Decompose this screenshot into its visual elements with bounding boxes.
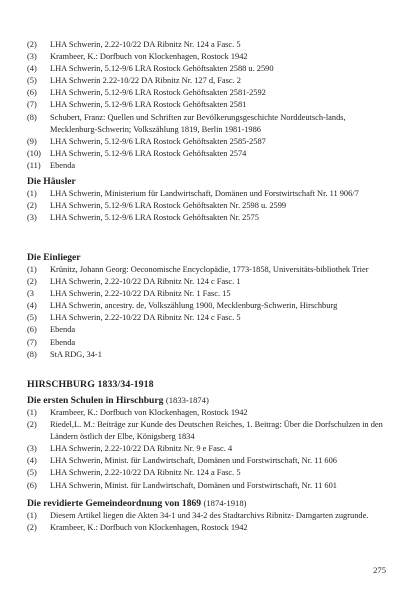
reference-text: Krambeer, K.: Dorfbuch von Klockenhagen, Rostock 1942 <box>50 523 248 533</box>
reference-text: LHA Schwerin, 5.12-9/6 LRA Rostock Gehöftsakten Nr. 2575 <box>50 213 259 223</box>
reference-item <box>27 39 387 51</box>
reference-text: Krambeer, K.: Dorfbuch von Klockenhagen, Rostock 1942 <box>50 408 248 417</box>
reference-text: LHA Schwerin, 5.12-9/6 LRA Rostock Gehöftsakten 2588 u. 2590 <box>50 64 274 74</box>
reference-text: LHA Schwerin 2.22-10/22 DA Ribnitz Nr. 127 d, Fasc. 2 <box>50 76 241 86</box>
reference-item <box>27 455 387 467</box>
reference-text: LHA Schwerin, 5.12-9/6 LRA Rostock Gehöftsakten Nr. 2598 u. 2599 <box>50 201 287 211</box>
gemeindeordnung-section <box>27 497 387 534</box>
reference-item <box>27 276 387 288</box>
reference-text: LHA Schwerin, 5.12-9/6 LRA Rostock Gehöftsakten 2574 <box>50 148 247 158</box>
reference-number: (6) <box>27 325 37 335</box>
reference-number: (3 <box>27 289 34 299</box>
reference-text: Krambeer, K.: Dorfbuch von Klockenhagen, Rostock 1942 <box>50 52 248 62</box>
reference-text: Ebenda <box>50 325 76 335</box>
reference-number: (8) <box>27 349 37 359</box>
page-number: 275 <box>373 565 386 575</box>
reference-number: (1) <box>27 189 37 198</box>
reference-text: LHA Schwerin, 5.12-9/6 LRA Rostock Gehöftsakten 2581 <box>50 100 247 110</box>
reference-text: LHA Schwerin, 2.22-10/22 DA Ribnitz Nr. 124 c Fasc. 1 <box>50 277 241 287</box>
section-heading <box>27 394 387 407</box>
reference-number: (9) <box>27 136 37 146</box>
reference-number: (11) <box>27 160 41 170</box>
reference-number: (10) <box>27 148 41 158</box>
section-heading-range: (1874-1918) <box>203 498 247 508</box>
reference-number: (5) <box>27 468 37 478</box>
reference-number: (2) <box>27 201 37 211</box>
reference-text: LHA Schwerin, 2.22-10/22 DA Ribnitz Nr. 1 Fasc. 15 <box>50 289 231 299</box>
reference-number: (4) <box>27 301 37 311</box>
reference-text: LHA Schwerin, 2.22-10/22 DA Ribnitz Nr. 124 a Fasc. 5 <box>50 40 241 49</box>
reference-item <box>27 522 387 534</box>
reference-number: (6) <box>27 480 37 490</box>
section-heading-text: Die revidierte Gemeindeordnung von 1869 <box>27 498 202 509</box>
reference-item <box>27 200 387 212</box>
reference-item <box>27 349 387 361</box>
reference-text: LHA Schwerin, 5.12-9/6 LRA Rostock Gehöftsakten 2581-2592 <box>50 88 266 98</box>
reference-number: (4) <box>27 456 37 466</box>
reference-number: (8) <box>27 112 37 122</box>
reference-number: (2) <box>27 277 37 287</box>
chapter-title: HIRSCHBURG 1833/34-1918 <box>27 379 154 390</box>
reference-number: (1) <box>27 408 37 417</box>
reference-item <box>27 75 387 87</box>
reference-item <box>27 136 387 148</box>
reference-item <box>27 312 387 324</box>
reference-item <box>27 419 387 443</box>
reference-item <box>27 212 387 224</box>
reference-number: (3) <box>27 213 37 223</box>
chapter-title-block <box>27 378 387 391</box>
section-heading-text: Die ersten Schulen in Hirschburg <box>27 395 164 406</box>
reference-item <box>27 324 387 336</box>
reference-item <box>27 467 387 479</box>
reference-item <box>27 148 387 160</box>
reference-text: Diesem Artikel liegen die Akten 34-1 und 34-2 des Stadtarchivs Ribnitz- Damgarten zugrunde. <box>50 511 369 520</box>
reference-number: (7) <box>27 337 37 347</box>
haeusler-section <box>27 175 387 224</box>
reference-item <box>27 160 387 172</box>
reference-item <box>27 300 387 312</box>
reference-number: (1) <box>27 265 37 274</box>
schulen-section <box>27 394 387 492</box>
reference-text: Ebenda <box>50 337 76 347</box>
reference-text: LHA Schwerin, 2.22-10/22 DA Ribnitz Nr. 124 a Fasc. 5 <box>50 468 241 478</box>
reference-number: (1) <box>27 511 37 520</box>
section-heading: Die Häusler <box>27 176 76 187</box>
reference-text: LHA Schwerin, 5.12-9/6 LRA Rostock Gehöftsakten 2585-2587 <box>50 136 266 146</box>
reference-item <box>27 264 387 276</box>
reference-number: (3) <box>27 52 37 62</box>
reference-text: Krünitz, Johann Georg: Oeconomische Encyclopädie, 1773-1858, Universitäts-bibliothek Trier <box>50 265 369 274</box>
reference-number: (6) <box>27 88 37 98</box>
reference-text: LHA Schwerin, 2.22-10/22 DA Ribnitz Nr. 9 e Fasc. 4 <box>50 444 233 454</box>
reference-text: LHA Schwerin, Minist. für Landwirtschaft, Domänen und Forstwirtschaft, Nr. 11 606 <box>50 456 337 466</box>
reference-text: LHA Schwerin, ancestry. de, Volkszählung 1900, Mecklenburg-Schwerin, Hirschburg <box>50 301 338 311</box>
reference-number: (2) <box>27 40 37 49</box>
reference-text: LHA Schwerin, Ministerium für Landwirtschaft, Domänen und Forstwirtschaft Nr. 11 906/7 <box>50 189 359 198</box>
reference-text: LHA Schwerin, Minist. für Landwirtschaft, Domänen und Forstwirtschaft, Nr. 11 601 <box>50 480 337 490</box>
section-heading <box>27 497 387 510</box>
reference-item <box>27 337 387 349</box>
section-heading: Die Einlieger <box>27 252 81 263</box>
reference-item <box>27 510 387 522</box>
reference-item <box>27 63 387 75</box>
reference-item <box>27 51 387 63</box>
reference-item <box>27 288 387 300</box>
reference-number: (5) <box>27 76 37 86</box>
reference-item <box>27 443 387 455</box>
section-heading-range: (1833-1874) <box>165 395 209 405</box>
reference-item <box>27 188 387 200</box>
reference-text: Ebenda <box>50 160 76 170</box>
reference-item <box>27 407 387 419</box>
reference-text: StA RDG, 34-1 <box>50 349 102 359</box>
top-reference-list <box>27 39 387 172</box>
reference-text: Schubert, Franz: Quellen und Schriften zur Bevölkerungsgeschichte Norddeutsch-lands, Mecklenburg-Schwerin; Volkszählung 1819, Berlin 1981-1986 <box>50 112 346 134</box>
reference-number: (2) <box>27 420 37 430</box>
reference-text: Riedel,L. M.: Beiträge zur Kunde des Deutschen Reiches, 1. Beitrag: Über die Dorfschulzen in den Ländern östlich der Elbe, Königsberg 1834 <box>50 420 383 442</box>
reference-item <box>27 87 387 99</box>
reference-item <box>27 480 387 492</box>
reference-number: (5) <box>27 313 37 323</box>
reference-item <box>27 112 387 136</box>
reference-number: (3) <box>27 444 37 454</box>
einlieger-section <box>27 251 387 361</box>
reference-number: (2) <box>27 523 37 533</box>
reference-text: LHA Schwerin, 2.22-10/22 DA Ribnitz Nr. 124 c Fasc. 5 <box>50 313 241 323</box>
reference-number: (7) <box>27 100 37 110</box>
reference-number: (4) <box>27 64 37 74</box>
reference-item <box>27 99 387 111</box>
